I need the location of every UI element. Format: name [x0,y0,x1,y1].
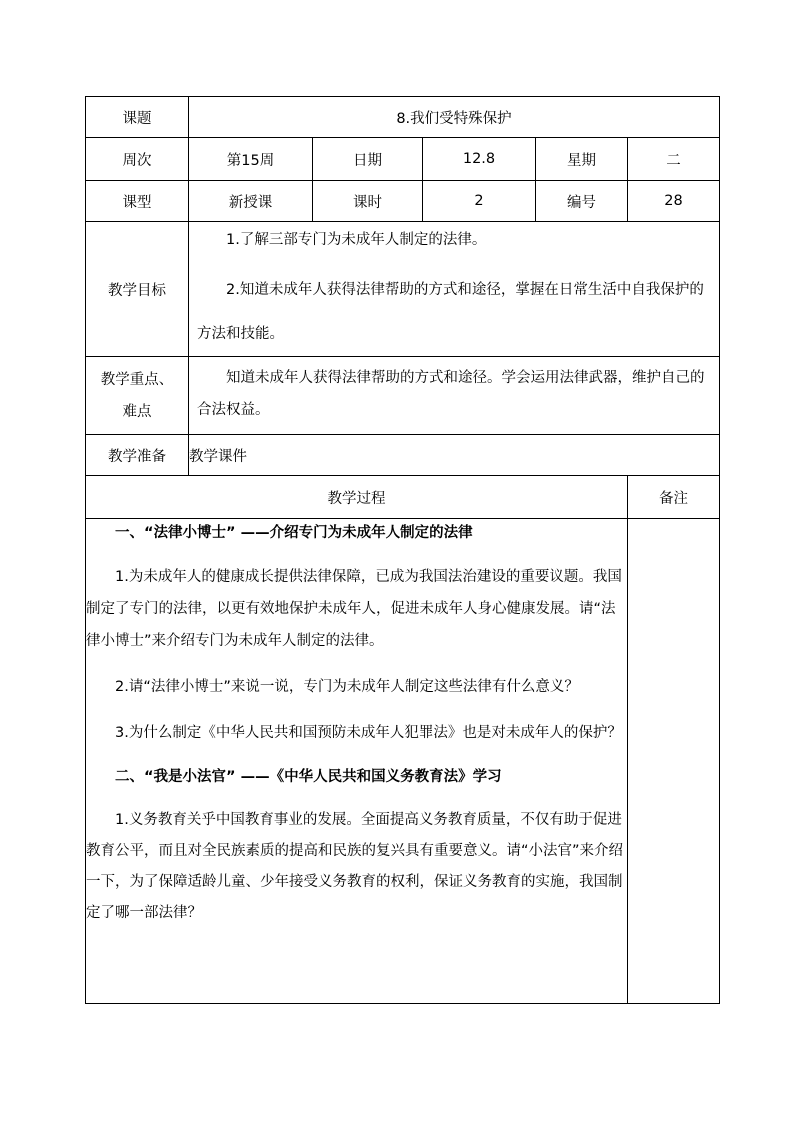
date-label: 日期 [313,138,423,181]
notes-cell [628,519,720,1004]
section1-title: 一、“法律小博士” ——介绍专门为未成年人制定的法律 [115,525,473,541]
focus-text: 知道未成年人获得法律帮助的方式和途径。学会运用法律武器，维护自己的合法权益。 [197,370,705,418]
process-header-row [86,476,720,519]
goal-item-2: 2.知道未成年人获得法律帮助的方式和途径，掌握在日常生活中自我保护的方法和技能。 [197,282,704,342]
topic-label: 课题 [86,97,189,138]
focus-content [189,357,720,435]
weekday-value: 二 [628,138,720,181]
type-label: 课型 [86,181,189,222]
topic-row [86,97,720,138]
section1-item-3: 3.为什么制定《中华人民共和国预防未成年人犯罪法》也是对未成年人的保护？ [115,725,622,741]
prep-text: 教学课件 [189,435,720,476]
notes-label: 备注 [628,476,720,519]
schedule-row [86,138,720,181]
goals-label: 教学目标 [86,222,189,357]
type-value: 新授课 [189,181,313,222]
topic-value: 8.我们受特殊保护 [189,97,720,138]
week-label: 周次 [86,138,189,181]
section2-item-1: 1.义务教育关乎中国教育事业的发展。全面提高义务教育质量，不仅有助于促进教育公平，而且对全民族素质的提高和民族的复兴具有重要意义。请“小法官”来介绍一下，为了保障适龄儿童、少年接受义务教育的权利，保证义务教育的实施，我国制定了哪一部法律？ [86,812,624,921]
lesson-plan-page [85,96,719,1004]
date-value: 12.8 [423,138,536,181]
goals-content [189,222,720,357]
focus-label [86,357,189,435]
prep-label: 教学准备 [86,435,189,476]
focus-row [86,357,720,435]
process-label: 教学过程 [86,476,628,519]
goals-row [86,222,720,357]
section1-item-1: 1.为未成年人的健康成长提供法律保障，已成为我国法治建设的重要议题。我国制定了专门的法律，以更有效地保护未成年人，促进未成年人身心健康发展。请“法律小博士”来介绍专门为未成年人制定的法律。 [86,569,622,649]
type-row [86,181,720,222]
section1-item-2: 2.请“法律小博士”来说一说，专门为未成年人制定这些法律有什么意义？ [115,679,579,695]
focus-label-line2: 难点 [122,403,152,420]
weekday-label: 星期 [536,138,628,181]
period-value: 2 [423,181,536,222]
process-body-row [86,519,720,1004]
process-content [86,519,628,1004]
section2-title: 二、“我是小法官” ——《中华人民共和国义务教育法》学习 [115,769,502,785]
lesson-plan-table [85,96,720,1004]
week-value: 第15周 [189,138,313,181]
focus-label-line1: 教学重点、 [100,371,174,388]
prep-row [86,435,720,476]
number-label: 编号 [536,181,628,222]
goal-item-1: 1.了解三部专门为未成年人制定的法律。 [226,232,487,248]
number-value: 28 [628,181,720,222]
period-label: 课时 [313,181,423,222]
